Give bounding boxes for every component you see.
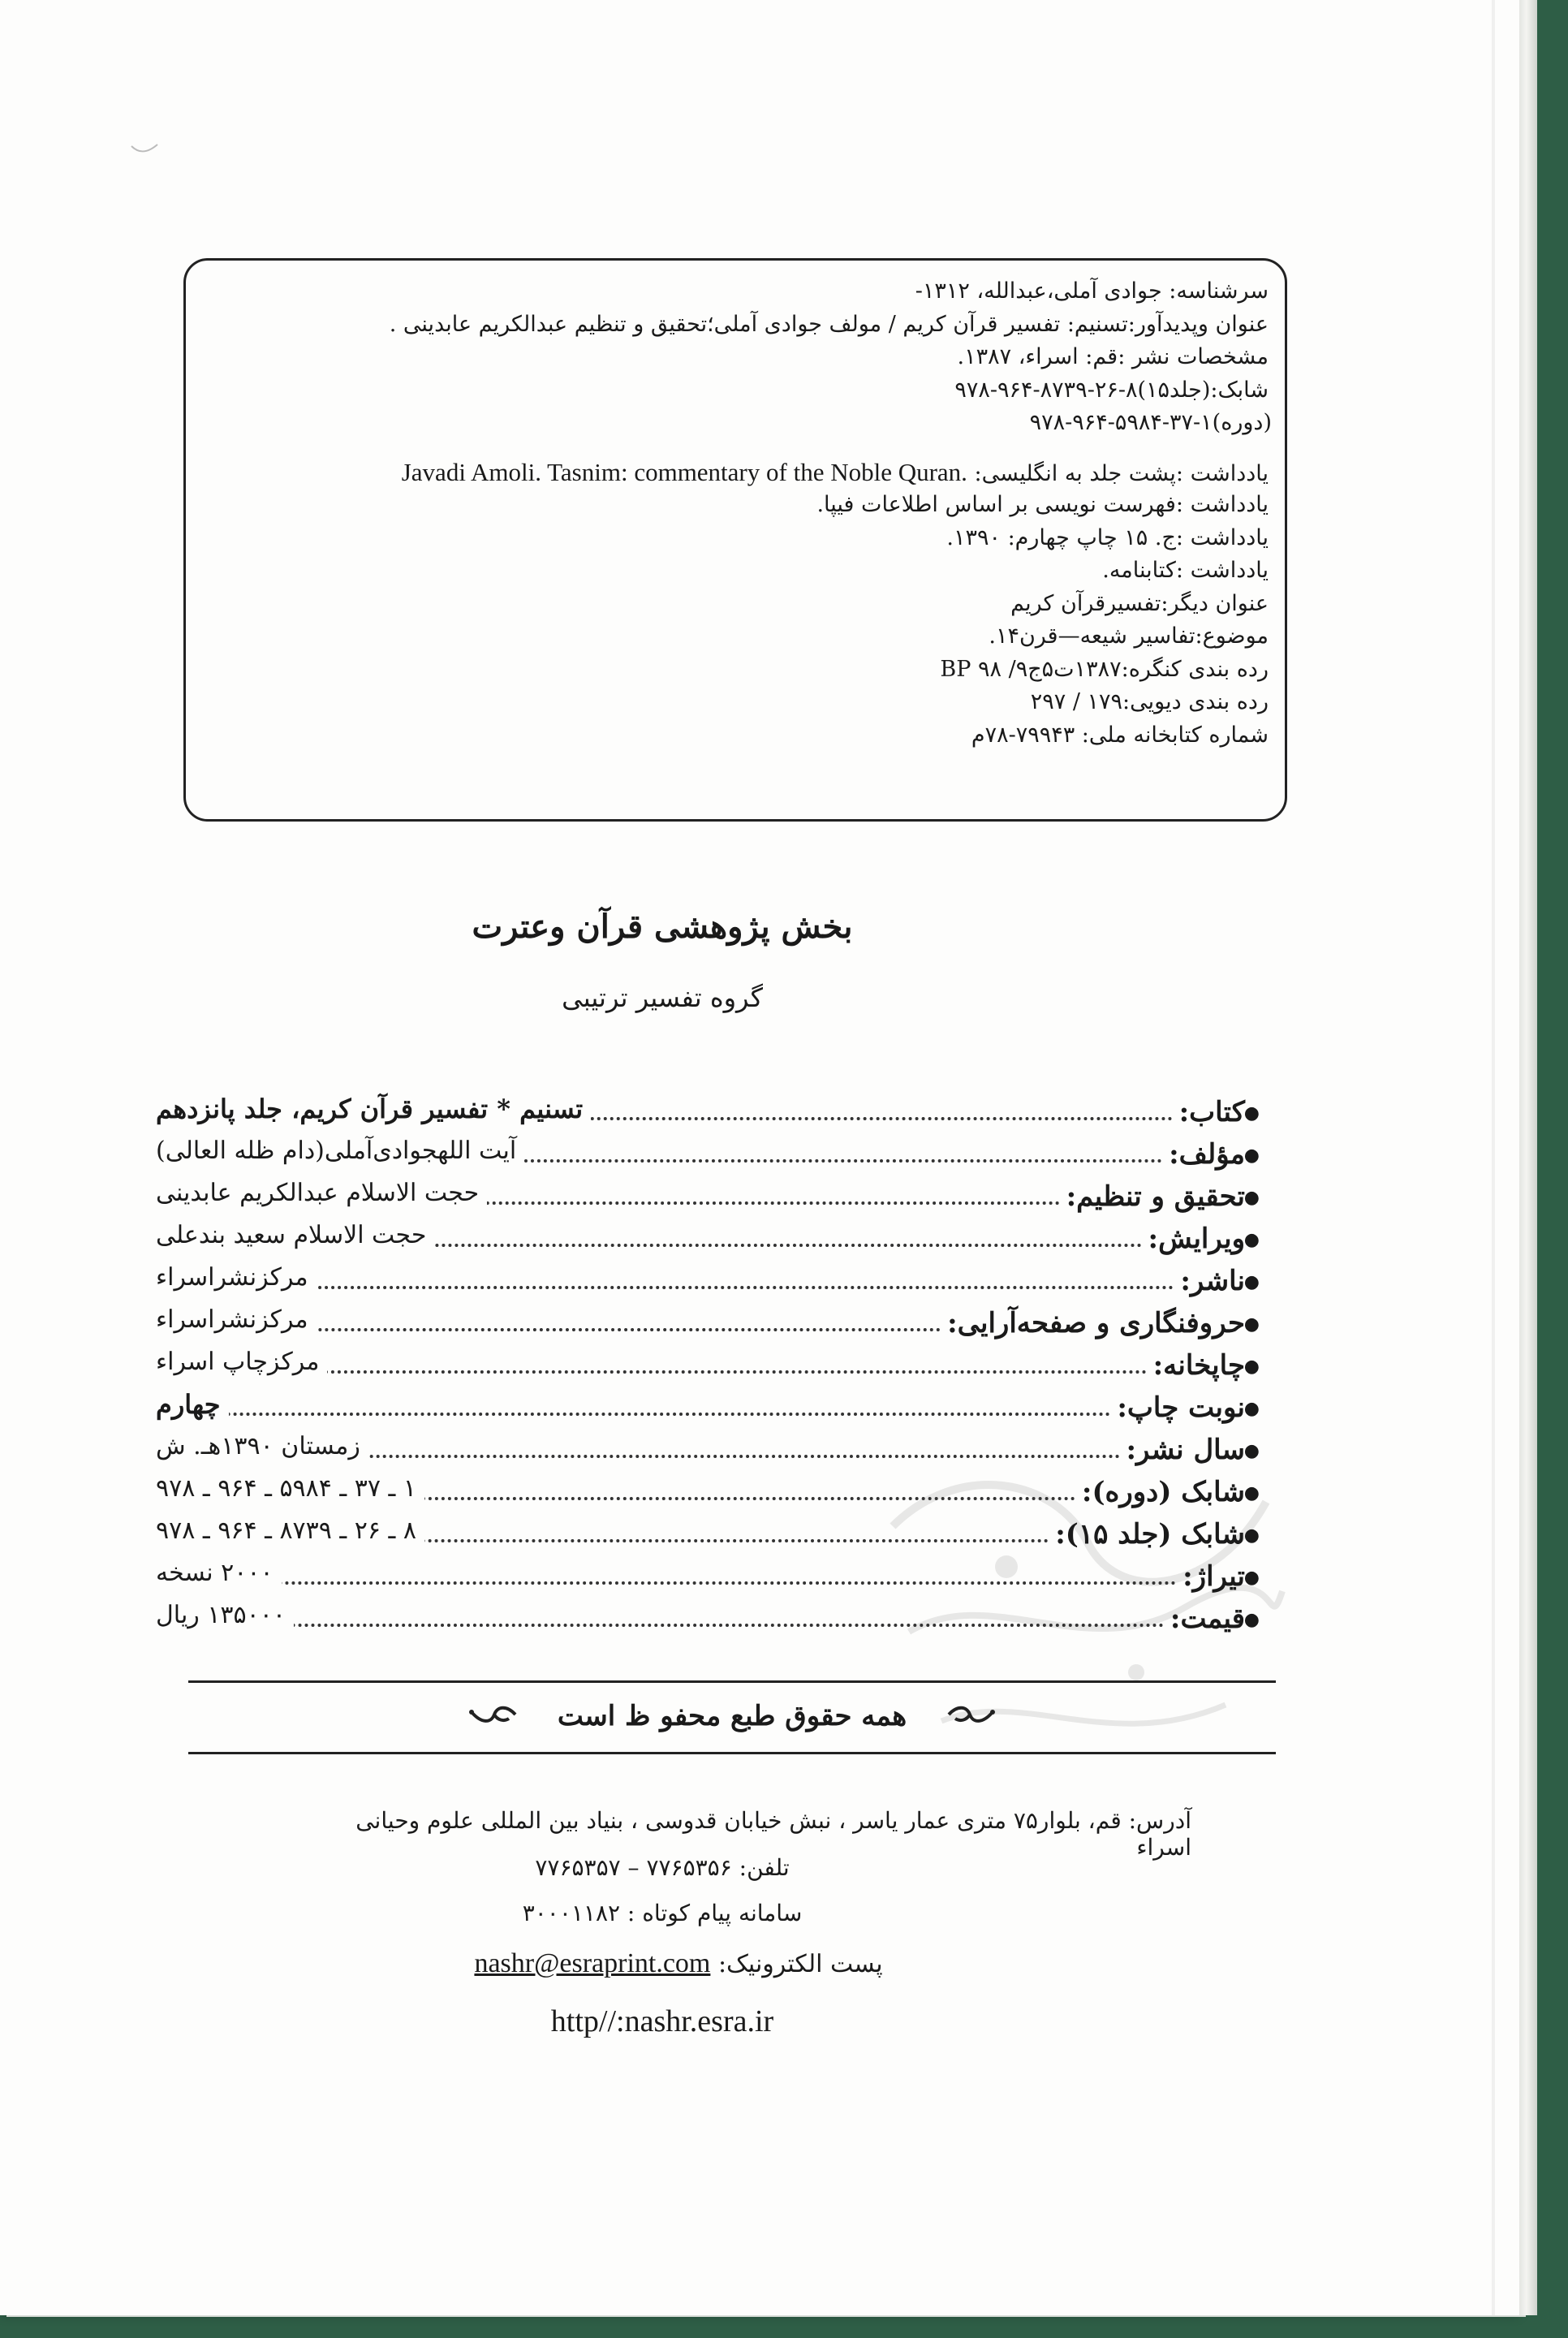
cip-line-english-note: یادداشت :پشت جلد به انگلیسی: Javadi Amoli. Tasnim: commentary of the Noble Quran. — [401, 457, 1269, 486]
bullet-icon: ● — [1243, 1188, 1260, 1208]
english-note: Javadi Amoli. Tasnim: commentary of the Noble Quran. — [401, 457, 967, 486]
website-url[interactable]: http//:nashr.esra.ir — [550, 2004, 774, 2038]
section-title: بخش پژوهشی قرآن وعترت — [472, 908, 853, 946]
bullet-icon: ● — [1243, 1568, 1260, 1588]
detail-row-typesetting — [156, 1299, 1260, 1341]
detail-label: چاپخانه: — [1152, 1349, 1245, 1382]
bullet-icon: ● — [1243, 1610, 1260, 1630]
detail-label: حروفنگاری و صفحه‌آرایی: — [947, 1307, 1245, 1339]
copyright-notice — [188, 1700, 1276, 1734]
dot-leader — [162, 1413, 1110, 1416]
detail-value: زمستان ۱۳۹۰هـ. ش — [156, 1430, 368, 1463]
detail-label: کتاب: — [1178, 1096, 1245, 1128]
detail-row-printer — [156, 1341, 1260, 1383]
cip-line: عنوان دیگر:تفسیرقرآن کریم — [1010, 590, 1269, 616]
detail-value: حجت الاسلام سعید بندعلی — [156, 1219, 434, 1252]
bullet-icon: ● — [1243, 1357, 1260, 1377]
page-crease — [1492, 0, 1495, 2315]
dot-leader — [162, 1581, 1176, 1585]
cip-line: مشخصات نشر :قم: اسراء، ۱۳۸۷. — [957, 344, 1269, 369]
bullet-icon: ● — [1243, 1441, 1260, 1461]
dot-leader — [162, 1624, 1164, 1627]
detail-label: شابک (جلد ۱۵): — [1055, 1518, 1245, 1551]
detail-value: مرکزچاپ اسراء — [156, 1346, 327, 1378]
detail-row-circulation — [156, 1552, 1260, 1594]
cip-line: موضوع:تفاسیر شیعه—قرن۱۴. — [989, 623, 1269, 649]
divider-top — [188, 1680, 1276, 1683]
detail-label: قیمت: — [1170, 1603, 1245, 1635]
sms-number: سامانه پیام کوتاه : ۳۰۰۰۱۱۸۲ — [522, 1900, 803, 1926]
detail-row-research — [156, 1172, 1260, 1214]
address: آدرس: قم، بلوار۷۵ متری عمار یاسر ، نبش خیابان قدوسی ، بنیاد بین المللی علوم وحیانی اسراء — [355, 1807, 1191, 1861]
phone: تلفن: ۷۷۶۵۳۵۶ – ۷۷۶۵۳۵۷ — [535, 1854, 790, 1881]
email-label: پست الکترونیک: — [717, 1950, 883, 1978]
detail-label: ویرایش: — [1148, 1223, 1245, 1255]
bullet-icon: ● — [1243, 1399, 1260, 1419]
cip-line: (دوره)۱-۳۷-۵۹۸۴-۹۶۴-۹۷۸ — [1029, 410, 1272, 435]
cip-line: سرشناسه: جوادی آملی،عبدالله، ۱۳۱۲- — [915, 278, 1269, 304]
detail-label: ناشر: — [1180, 1265, 1245, 1297]
detail-value: چهارم — [156, 1388, 229, 1421]
detail-value: ۱۳۵۰۰۰ ریال — [156, 1599, 294, 1632]
detail-row-isbn-set — [156, 1468, 1260, 1510]
detail-row-editing — [156, 1214, 1260, 1257]
detail-label: شابک (دوره): — [1081, 1476, 1245, 1508]
detail-label: تحقیق و تنظیم: — [1066, 1180, 1245, 1213]
ornament-left-icon — [467, 1702, 519, 1734]
ornament-right-icon — [946, 1702, 997, 1734]
cip-gap — [205, 440, 1269, 456]
detail-row-price — [156, 1594, 1260, 1637]
bullet-icon: ● — [1243, 1103, 1260, 1124]
bullet-icon: ● — [1243, 1314, 1260, 1335]
detail-row-year — [156, 1426, 1260, 1468]
page-edge — [1519, 0, 1537, 2315]
detail-label: تیراژ: — [1182, 1560, 1245, 1593]
pencil-mark — [130, 141, 159, 157]
detail-row-book — [156, 1088, 1260, 1130]
detail-row-author — [156, 1130, 1260, 1172]
detail-value: ۱ ـ ۳۷ ـ ۵۹۸۴ ـ ۹۶۴ ـ ۹۷۸ — [156, 1473, 424, 1505]
detail-value: مرکزنشراسراء — [156, 1304, 317, 1336]
detail-value: ۲۰۰۰ نسخه — [156, 1557, 282, 1590]
copyright-text: همه حقوق طبع محفو ظ است — [557, 1700, 907, 1732]
cip-line: رده بندی کنگره:۱۳۸۷ت۵ج۹/ BP ۹۸ — [940, 656, 1269, 682]
detail-value: تسنیم * تفسیر قرآن کریم، جلد پانزدهم — [156, 1093, 591, 1125]
bullet-icon: ● — [1243, 1525, 1260, 1546]
detail-row-isbn-volume — [156, 1510, 1260, 1552]
cataloging-box — [183, 258, 1287, 822]
email-row — [0, 1948, 1325, 1979]
cip-line: یادداشت :ج. ۱۵ چاپ چهارم: ۱۳۹۰. — [946, 524, 1269, 550]
section-subtitle: گروه تفسیر ترتیبی — [562, 982, 763, 1013]
detail-label: نوبت چاپ: — [1117, 1391, 1245, 1424]
bullet-icon: ● — [1243, 1230, 1260, 1250]
detail-value: حجت الاسلام عبدالکریم عابدینی — [156, 1177, 487, 1210]
detail-value: ۸ ـ ۲۶ ـ ۸۷۳۹ ـ ۹۶۴ ـ ۹۷۸ — [156, 1515, 424, 1547]
cip-line: شابک:(جلد۱۵)۸-۲۶-۸۷۳۹-۹۶۴-۹۷۸ — [954, 377, 1269, 403]
cip-line: یادداشت :فهرست نویسی بر اساس اطلاعات فیپا. — [816, 492, 1269, 517]
book-details — [156, 1088, 1260, 1637]
divider-bottom — [188, 1752, 1276, 1754]
detail-label: سال نشر: — [1126, 1434, 1245, 1466]
bullet-icon: ● — [1243, 1145, 1260, 1166]
cip-line: یادداشت :کتابنامه. — [1102, 558, 1269, 583]
cataloging-lines — [205, 275, 1272, 752]
cip-line: رده بندی دیویی:۱۷۹ / ۲۹۷ — [1030, 689, 1269, 714]
email-link[interactable]: nashr@esraprint.com — [474, 1948, 711, 1978]
cip-line: شماره کتابخانه ملی: ۷۹۹۴۳-۷۸م — [971, 722, 1269, 748]
detail-value: مرکزنشراسراء — [156, 1262, 317, 1294]
cip-line: عنوان وپدیدآور:تسنیم: تفسیر قرآن کریم / مولف جوادی آملی؛تحقیق و تنظیم عبدالکریم عابدینی . — [389, 311, 1269, 337]
detail-row-edition — [156, 1383, 1260, 1426]
bullet-icon: ● — [1243, 1483, 1260, 1503]
detail-value: آیت اللهجوادی‌آملی(دام ظله العالی) — [156, 1135, 524, 1167]
bullet-icon: ● — [1243, 1272, 1260, 1292]
detail-row-publisher — [156, 1257, 1260, 1299]
detail-label: مؤلف: — [1169, 1138, 1245, 1171]
